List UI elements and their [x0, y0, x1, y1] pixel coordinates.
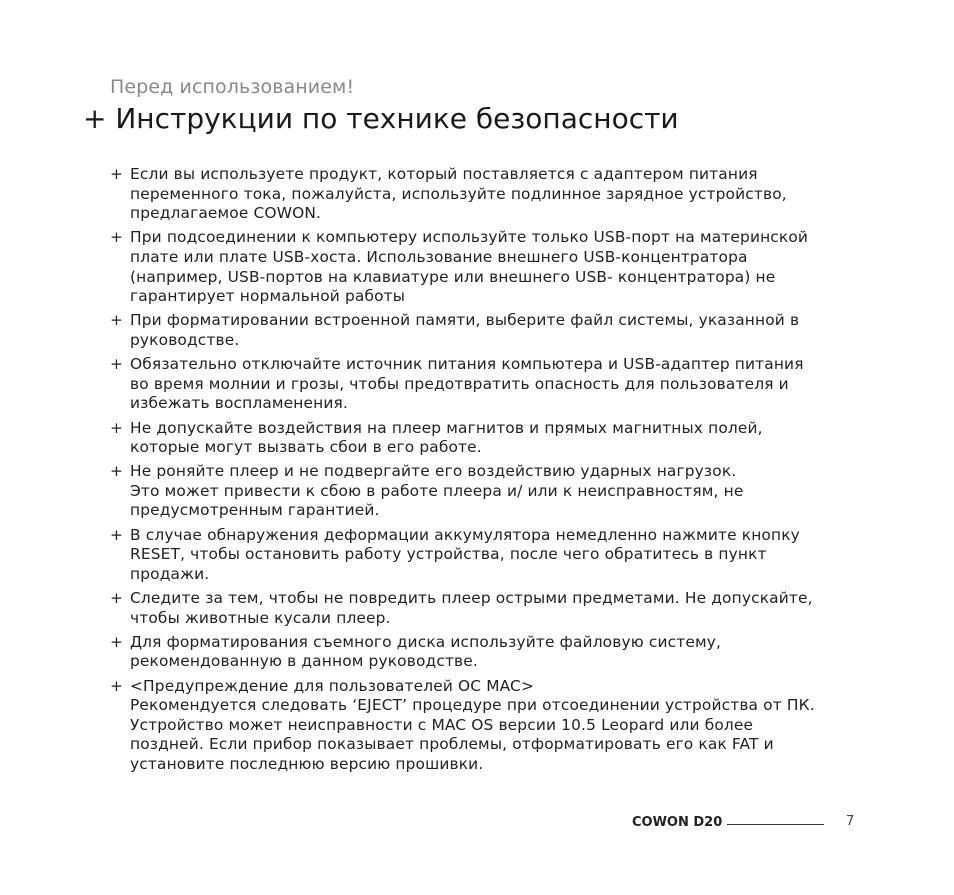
list-item-text-line: Не роняйте плеер и не подвергайте его воздействию ударных нагрузок. [130, 462, 737, 481]
list-item [110, 677, 870, 775]
plus-bullet-icon: + [110, 462, 124, 481]
list-item [110, 311, 870, 350]
list-item-text-line: Следите за тем, чтобы не повредить плеер острыми предметами. Не допускайте, [130, 589, 813, 608]
section-subtitle: Перед использованием! [110, 76, 355, 98]
list-item-text-line: рекомендованную в данном руководстве. [130, 652, 478, 671]
list-item-text-line: Это может привести к сбою в работе плеера и/ или к неисправностям, не [130, 481, 744, 500]
list-item-text-line: Для форматирования съемного диска используйте файловую систему, [130, 632, 722, 651]
list-item [110, 165, 870, 224]
safety-instructions-list [110, 165, 870, 779]
list-item [110, 462, 870, 521]
plus-bullet-icon: + [110, 525, 124, 544]
list-item-text-line: RESET, чтобы остановить работу устройства, после чего обратитесь в пункт [130, 545, 767, 564]
page-title: + Инструкции по технике безопасности [83, 102, 679, 135]
list-item [110, 355, 870, 414]
list-item-text-line: В случае обнаружения деформации аккумулятора немедленно нажмите кнопку [130, 525, 800, 544]
plus-bullet-icon: + [110, 418, 124, 437]
list-item [110, 419, 870, 458]
list-item-text-line: предлагаемое COWON. [130, 204, 322, 223]
plus-bullet-icon: + [110, 632, 124, 651]
list-item-text-line: Если вы используете продукт, который поставляется с адаптером питания [130, 165, 758, 183]
list-item-text-line: которые могут вызвать сбои в его работе. [130, 438, 482, 457]
list-item-text-line: При подсоединении к компьютеру используйте только USB-порт на материнской [130, 228, 809, 247]
list-item-text-line: чтобы животные кусали плеер. [130, 608, 391, 627]
list-item-text-line: гарантирует нормальной работы [130, 287, 406, 306]
list-item-text-line: Обязательно отключайте источник питания компьютера и USB-адаптер питания [130, 355, 804, 374]
list-item-text-line: (например, USB-портов на клавиатуре или внешнего USB- концентратора) не [130, 267, 776, 286]
footer-divider [727, 824, 824, 825]
list-item-text-line: плате или плате USB-хоста. Использование внешнего USB-концентратора [130, 247, 748, 266]
list-item-text-line: Не допускайте воздействия на плеер магнитов и прямых магнитных полей, [130, 418, 763, 437]
list-item [110, 589, 870, 628]
list-item-text-line: Устройство может неисправности с MAC OS версии 10.5 Leopard или более [130, 715, 754, 734]
plus-bullet-icon: + [110, 355, 124, 374]
footer-brand: COWON D20 [632, 815, 723, 830]
list-item-text-line: При форматировании встроенной памяти, выберите файл системы, указанной в [130, 311, 800, 330]
plus-bullet-icon: + [110, 165, 124, 183]
list-item-text-line: установите последнюю версию прошивки. [130, 754, 484, 773]
list-item-text-line: предусмотренным гарантией. [130, 501, 380, 520]
list-item [110, 633, 870, 672]
list-item-text-line: поздней. Если прибор показывает проблемы, отформатировать его как FAT и [130, 735, 774, 754]
list-item-text-line: избежать воспламенения. [130, 394, 348, 413]
list-item-text-line: Рекомендуется следовать ‘EJECT’ процедуре при отсоединении устройства от ПК. [130, 696, 815, 715]
list-item [110, 228, 870, 306]
list-item-text-line: руководстве. [130, 330, 240, 349]
list-item-text-line: продажи. [130, 564, 210, 583]
page-number: 7 [846, 814, 855, 829]
list-item-text-line: <Предупреждение для пользователей ОС MAC> [130, 676, 534, 695]
plus-bullet-icon: + [110, 311, 124, 330]
list-item-text-line: во время молнии и грозы, чтобы предотвратить опасность для пользователя и [130, 374, 789, 393]
plus-bullet-icon: + [110, 589, 124, 608]
plus-bullet-icon: + [110, 228, 124, 247]
plus-bullet-icon: + [110, 676, 124, 695]
list-item-text-line: переменного тока, пожалуйста, используйте подлинное зарядное устройство, [130, 184, 787, 203]
list-item [110, 526, 870, 585]
